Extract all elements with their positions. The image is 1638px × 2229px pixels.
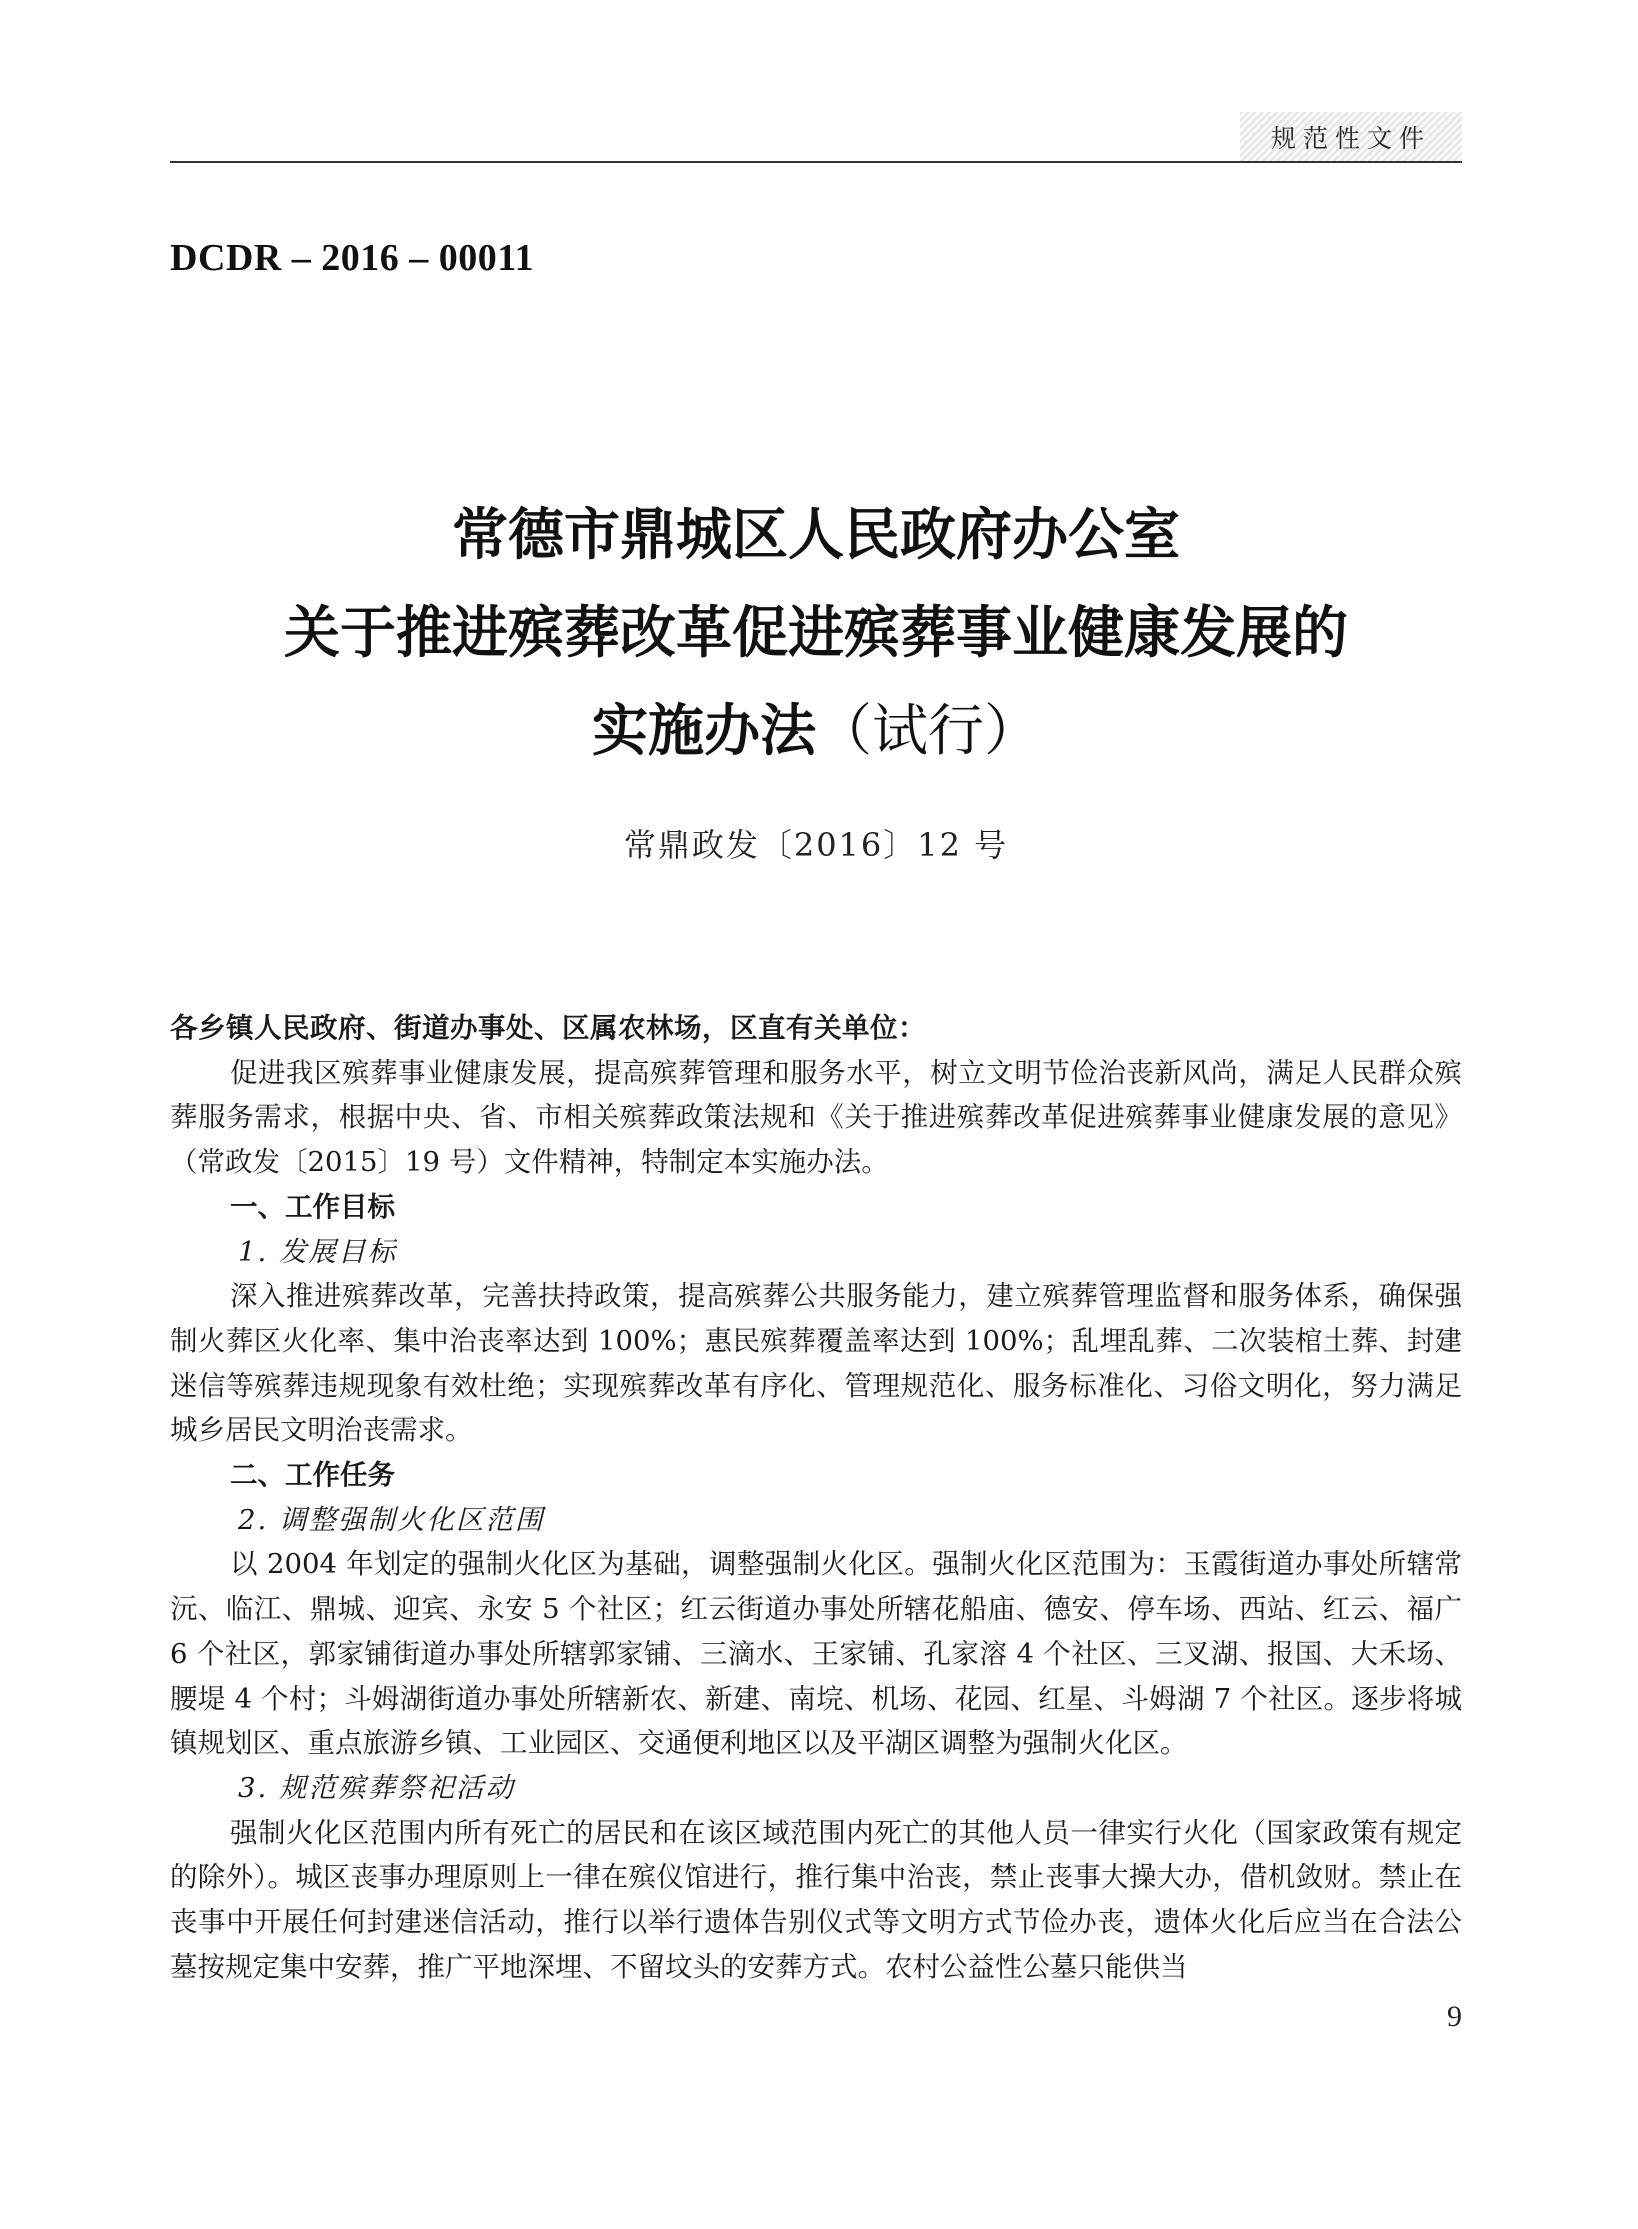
section-tag bbox=[1240, 112, 1462, 162]
addressee: 各乡镇人民政府、街道办事处、区属农林场，区直有关单位： bbox=[170, 1012, 926, 1044]
section-2-heading: 二、工作任务 bbox=[230, 1459, 395, 1492]
item-2-heading: 2. 调整强制火化区范围 bbox=[238, 1503, 545, 1536]
document-number: 常鼎政发〔2016〕12 号 bbox=[623, 826, 1009, 864]
header-rule bbox=[170, 161, 1462, 163]
item-1-heading: 1. 发展目标 bbox=[238, 1235, 397, 1268]
section-tag-label: 规范性文件 bbox=[1270, 124, 1431, 153]
document-title bbox=[170, 486, 1462, 781]
title-line-2: 关于推进殡葬改革促进殡葬事业健康发展的 bbox=[284, 600, 1348, 666]
title-line-3-main: 实施办法 bbox=[592, 698, 816, 764]
document-body bbox=[170, 1006, 1462, 1989]
item-2-paragraph: 以 2004 年划定的强制火化区为基础，调整强制火化区。强制火化区范围为：玉霞街道办事处所辖常沅、临江、鼎城、迎宾、永安 5 个社区；红云街道办事处所辖花船庙、德安、停车场、西站、红云、福广 6 个社区，郭家铺街道办事处所辖郭家铺、三滴水、王家铺、孔家溶 4 个社区、三叉湖、报国、大禾场、腰堤 4 个村；斗姆湖街道办事处所辖新农、新建、南垸、机场、花园、红星、斗姆湖 7 个社区。逐步将城镇规划区、重点旅游乡镇、工业园区、交通便利地区以及平湖区调整为强制火化区。 bbox=[170, 1548, 1462, 1760]
title-line-3 bbox=[170, 682, 1462, 781]
item-1-paragraph: 深入推进殡葬改革，完善扶持政策，提高殡葬公共服务能力，建立殡葬管理监督和服务体系，确保强制火葬区火化率、集中治丧率达到 100%；惠民殡葬覆盖率达到 100%；乱埋乱葬、二次装棺土葬、封建迷信等殡葬违规现象有效杜绝；实现殡葬改革有序化、管理规范化、服务标准化、习俗文明化，努力满足城乡居民文明治丧需求。 bbox=[170, 1280, 1462, 1447]
document-code: DCDR – 2016 – 00011 bbox=[170, 237, 535, 279]
item-3-paragraph: 强制火化区范围内所有死亡的居民和在该区域范围内死亡的其他人员一律实行火化（国家政策有规定的除外）。城区丧事办理原则上一律在殡仪馆进行，推行集中治丧，禁止丧事大操大办，借机敛财。禁止在丧事中开展任何封建迷信活动，推行以举行遗体告别仪式等文明方式节俭办丧，遗体火化后应当在合法公墓按规定集中安葬，推广平地深埋、不留坟头的安葬方式。农村公益性公墓只能供当 bbox=[170, 1816, 1462, 1983]
page-number: 9 bbox=[1447, 2000, 1462, 2033]
title-line-1: 常德市鼎城区人民政府办公室 bbox=[452, 502, 1180, 568]
title-line-3-suffix: （试行） bbox=[816, 699, 1040, 764]
item-3-heading: 3. 规范殡葬祭祀活动 bbox=[238, 1771, 515, 1804]
intro-paragraph: 促进我区殡葬事业健康发展，提高殡葬管理和服务水平，树立文明节俭治丧新风尚，满足人民群众殡葬服务需求，根据中央、省、市相关殡葬政策法规和《关于推进殡葬改革促进殡葬事业健康发展的意见》（常政发〔2015〕19 号）文件精神，特制定本实施办法。 bbox=[170, 1056, 1462, 1179]
section-1-heading: 一、工作目标 bbox=[230, 1190, 395, 1223]
